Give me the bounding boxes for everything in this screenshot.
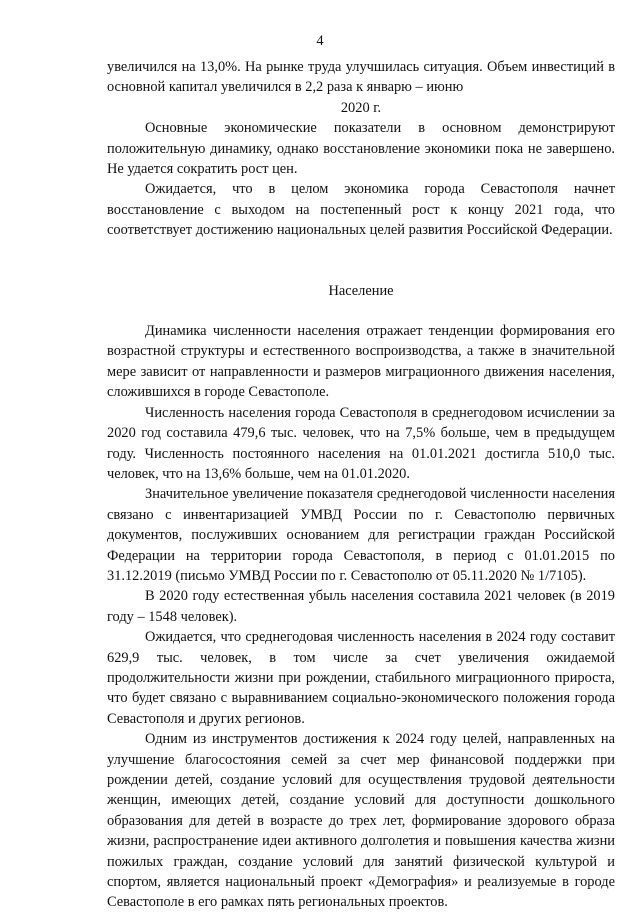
- paragraph: Значительное увеличение показателя среднегодовой численности населения связано с инвентаризацией УМВД России по г. Севастополю первичных документов, послуживших основанием для регистрации граждан Российской Федерации на территории города Севастополя, в период с 01.01.2015 по 31.12.2019 (письмо УМВД России по г. Севастополю от 05.11.2020 № 1/7105).: [107, 486, 615, 584]
- page-number: 4: [316, 33, 324, 49]
- paragraph: Основные экономические показатели в основном демонстрируют положительную динамику, однако восстановление экономики пока не завершено. Не удается сократить рост цен.: [107, 120, 615, 178]
- paragraph: Одним из инструментов достижения к 2024 году целей, направленных на улучшение благосостояния семей за счет мер финансовой поддержки при рождении детей, создание условий для осуществления трудовой деятельности женщин, имеющих детей, создание условий для доступности дошкольного образования для детей в возрасте до трех лет, формирование здорового образа жизни, распространение идеи активного долголетия и повышения качества жизни пожилых граждан, создание условий для занятий физической культурой и спортом, является национальный проект «Демография» и реализуемые в городе Севастополе в его рамках пять региональных проектов.: [107, 731, 615, 911]
- paragraph: Динамика численности населения отражает тенденции формирования его возрастной структуры и естественного воспроизводства, а также в значительной мере зависит от направленности и размеров миграционного движения населения, сложившихся в городе Севастополе.: [107, 323, 615, 401]
- paragraph: Ожидается, что в целом экономика города Севастополя начнет восстановление с выходом на постепенный рост к концу 2021 года, что соответствует достижению национальных целей развития Российской Федерации.: [107, 181, 615, 239]
- paragraph: 2020 г.: [340, 99, 382, 116]
- paragraph: Ожидается, что среднегодовая численность населения в 2024 году составит 629,9 тыс. человек, в том числе за счет увеличения ожидаемой продолжительности жизни при рождении, стабильного миграционного прироста, что будет связано с выравниванием социально-экономического положения города Севастополя и других регионов.: [107, 629, 615, 727]
- paragraph: увеличился на 13,0%. На рынке труда улучшилась ситуация. Объем инвестиций в основной капитал увеличился в 2,2 раза к январю – июню: [107, 59, 615, 96]
- paragraph: В 2020 году естественная убыль населения составила 2021 человек (в 2019 году – 1548 человек).: [107, 588, 615, 625]
- section-heading: Население: [328, 282, 394, 299]
- paragraph: Численность населения города Севастополя в среднегодовом исчислении за 2020 год составила 479,6 тыс. человек, что на 7,5% больше, чем в предыдущем году. Численность постоянного населения на 01.01.2021 достигла 510,0 тыс. человек, что на 13,6% больше, чем на 01.01.2020.: [107, 404, 615, 482]
- page-content: [107, 57, 615, 913]
